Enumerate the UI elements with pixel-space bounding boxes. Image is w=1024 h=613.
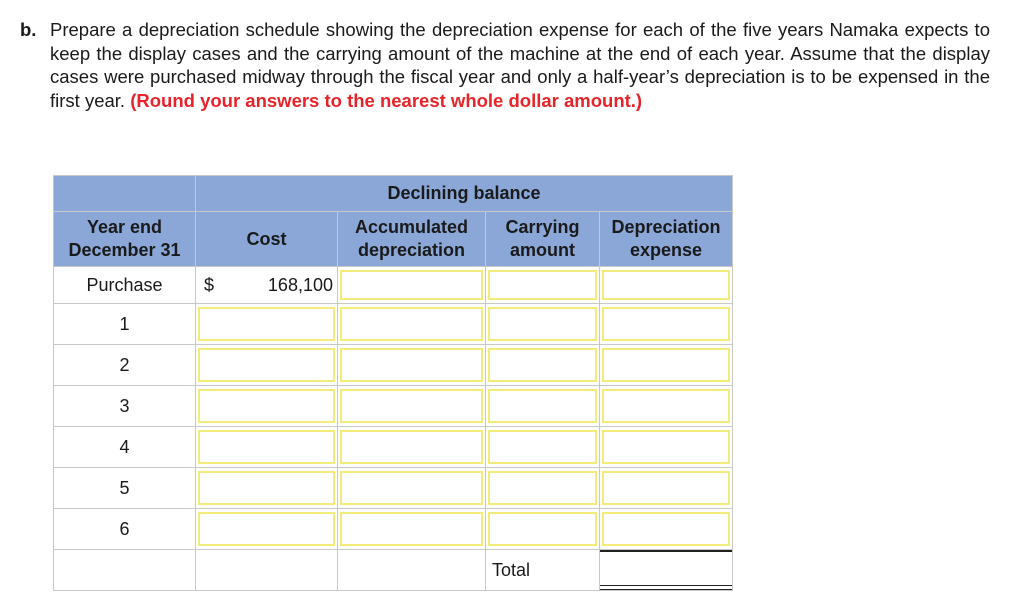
cost-input[interactable] bbox=[198, 512, 335, 546]
col-header-carrying: Carrying amount bbox=[486, 212, 600, 267]
carrying-input[interactable] bbox=[488, 270, 597, 300]
depreciation-cell[interactable] bbox=[600, 304, 733, 345]
table-row-year bbox=[54, 427, 733, 468]
depreciation-input[interactable] bbox=[602, 348, 730, 382]
carrying-cell[interactable] bbox=[486, 386, 600, 427]
total-blank-year bbox=[54, 550, 196, 591]
depreciation-cell[interactable] bbox=[600, 267, 733, 304]
col-header-cost: Cost bbox=[196, 212, 338, 267]
depreciation-cell[interactable] bbox=[600, 345, 733, 386]
table-row-year bbox=[54, 304, 733, 345]
carrying-input[interactable] bbox=[488, 307, 597, 341]
year-cell: 1 bbox=[54, 304, 196, 345]
cost-input[interactable] bbox=[198, 430, 335, 464]
accumulated-input[interactable] bbox=[340, 512, 483, 546]
depreciation-input[interactable] bbox=[602, 512, 730, 546]
currency-symbol: $ bbox=[204, 274, 215, 295]
cost-input[interactable] bbox=[198, 471, 335, 505]
carrying-cell[interactable] bbox=[486, 427, 600, 468]
depreciation-input[interactable] bbox=[602, 270, 730, 300]
total-top-rule bbox=[600, 550, 732, 552]
table-row-year bbox=[54, 345, 733, 386]
depreciation-cell[interactable] bbox=[600, 427, 733, 468]
accumulated-cell[interactable] bbox=[338, 304, 486, 345]
depreciation-cell[interactable] bbox=[600, 386, 733, 427]
col-header-accumulated: Accumulated depreciation bbox=[338, 212, 486, 267]
depreciation-schedule bbox=[53, 175, 733, 591]
carrying-input[interactable] bbox=[488, 389, 597, 423]
accumulated-input[interactable] bbox=[340, 348, 483, 382]
col-header-depreciation: Depreciation expense bbox=[600, 212, 733, 267]
question-body: Prepare a depreciation schedule showing the depreciation expense for each of the five years Namaka expects to keep the display cases and the carrying amount of the machine at the end of each year. Assume that the display cases were purchased midway through the fiscal year and only a half-year’s depreciation is to be expensed in the first year. bbox=[50, 19, 990, 111]
accumulated-input[interactable] bbox=[340, 389, 483, 423]
carrying-cell[interactable] bbox=[486, 345, 600, 386]
accumulated-cell[interactable] bbox=[338, 267, 486, 304]
depreciation-cell[interactable] bbox=[600, 509, 733, 550]
rounding-note: (Round your answers to the nearest whole dollar amount.) bbox=[130, 89, 643, 111]
year-cell: 3 bbox=[54, 386, 196, 427]
accumulated-cell[interactable] bbox=[338, 509, 486, 550]
depreciation-input[interactable] bbox=[602, 389, 730, 423]
carrying-cell[interactable] bbox=[486, 468, 600, 509]
total-label: Total bbox=[486, 550, 600, 591]
cost-input[interactable] bbox=[198, 389, 335, 423]
cost-cell[interactable] bbox=[196, 427, 338, 468]
year-cell: Purchase bbox=[54, 267, 196, 304]
cost-cell[interactable] bbox=[196, 304, 338, 345]
cost-cell[interactable] bbox=[196, 386, 338, 427]
question-label: b. bbox=[20, 19, 37, 40]
cost-cell[interactable] bbox=[196, 345, 338, 386]
total-blank-accumulated bbox=[338, 550, 486, 591]
table-row-purchase bbox=[54, 267, 733, 304]
accumulated-cell[interactable] bbox=[338, 427, 486, 468]
depreciation-input[interactable] bbox=[602, 471, 730, 505]
carrying-input[interactable] bbox=[488, 430, 597, 464]
cost-cell[interactable] bbox=[196, 509, 338, 550]
carrying-input[interactable] bbox=[488, 348, 597, 382]
cost-input[interactable] bbox=[198, 307, 335, 341]
accumulated-cell[interactable] bbox=[338, 468, 486, 509]
year-cell: 4 bbox=[54, 427, 196, 468]
table-row-year bbox=[54, 386, 733, 427]
year-cell: 2 bbox=[54, 345, 196, 386]
group-header: Declining balance bbox=[196, 176, 733, 212]
depreciation-cell[interactable] bbox=[600, 468, 733, 509]
table-row-year bbox=[54, 468, 733, 509]
depreciation-input[interactable] bbox=[602, 307, 730, 341]
carrying-input[interactable] bbox=[488, 471, 597, 505]
accumulated-input[interactable] bbox=[340, 307, 483, 341]
accumulated-input[interactable] bbox=[340, 270, 483, 300]
total-double-underline bbox=[600, 585, 732, 590]
depreciation-input[interactable] bbox=[602, 430, 730, 464]
table-row-year bbox=[54, 509, 733, 550]
year-cell: 5 bbox=[54, 468, 196, 509]
accumulated-cell[interactable] bbox=[338, 386, 486, 427]
cost-input[interactable] bbox=[198, 348, 335, 382]
carrying-input[interactable] bbox=[488, 512, 597, 546]
cost-cell bbox=[196, 267, 338, 304]
accumulated-input[interactable] bbox=[340, 430, 483, 464]
question-block bbox=[20, 18, 990, 112]
col-header-year: Year end December 31 bbox=[54, 212, 196, 267]
table-row-total bbox=[54, 550, 733, 591]
total-blank-cost bbox=[196, 550, 338, 591]
accumulated-input[interactable] bbox=[340, 471, 483, 505]
cost-value: 168,100 bbox=[267, 274, 333, 295]
accumulated-cell[interactable] bbox=[338, 345, 486, 386]
header-blank-year bbox=[54, 176, 196, 212]
cost-cell[interactable] bbox=[196, 468, 338, 509]
carrying-cell[interactable] bbox=[486, 267, 600, 304]
year-cell: 6 bbox=[54, 509, 196, 550]
carrying-cell[interactable] bbox=[486, 509, 600, 550]
total-depreciation-cell[interactable] bbox=[600, 550, 733, 591]
question-text bbox=[50, 18, 990, 112]
carrying-cell[interactable] bbox=[486, 304, 600, 345]
